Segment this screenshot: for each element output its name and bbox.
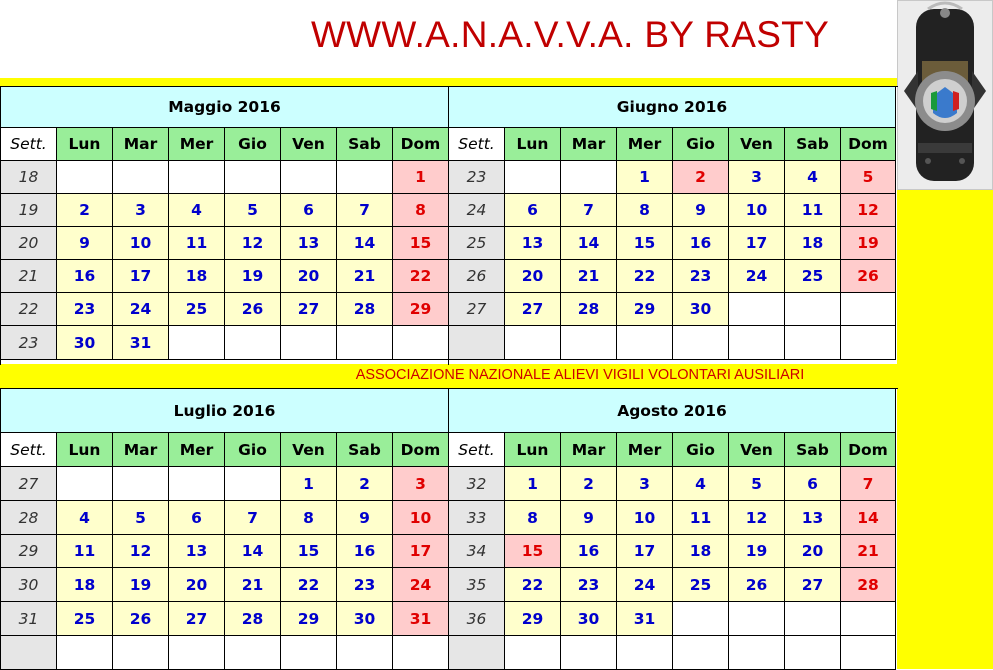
holiday-day-cell: 19	[841, 227, 896, 260]
week-number: 23	[449, 161, 505, 194]
day-cell: 6	[785, 467, 841, 501]
week-number: 19	[1, 194, 57, 227]
holiday-day-cell: 15	[505, 535, 561, 568]
empty-day-cell	[505, 636, 561, 670]
day-cell: 17	[729, 227, 785, 260]
month-header: Maggio 2016	[1, 87, 449, 128]
week-number: 20	[1, 227, 57, 260]
empty-day-cell	[841, 636, 896, 670]
day-cell: 30	[561, 602, 617, 636]
day-cell: 22	[281, 568, 337, 602]
empty-day-cell	[337, 326, 393, 360]
empty-day-cell	[785, 636, 841, 670]
empty-day-cell	[393, 326, 449, 360]
day-cell: 22	[617, 260, 673, 293]
empty-day-cell	[785, 293, 841, 326]
holiday-day-cell: 15	[393, 227, 449, 260]
empty-day-cell	[729, 293, 785, 326]
holiday-day-cell: 10	[393, 501, 449, 535]
empty-day-cell	[57, 636, 113, 670]
month-header: Luglio 2016	[1, 389, 449, 433]
empty-day-cell	[617, 636, 673, 670]
empty-day-cell	[729, 602, 785, 636]
day-header-mar: Mar	[561, 128, 617, 161]
day-cell: 27	[169, 602, 225, 636]
holiday-day-cell: 1	[393, 161, 449, 194]
empty-day-cell	[785, 602, 841, 636]
day-cell: 3	[617, 467, 673, 501]
day-cell: 26	[729, 568, 785, 602]
day-cell: 28	[561, 293, 617, 326]
day-cell: 24	[113, 293, 169, 326]
week-number: 30	[1, 568, 57, 602]
day-cell: 14	[337, 227, 393, 260]
day-cell: 31	[617, 602, 673, 636]
day-cell: 16	[561, 535, 617, 568]
day-cell: 28	[337, 293, 393, 326]
day-cell: 13	[785, 501, 841, 535]
holiday-day-cell: 31	[393, 602, 449, 636]
week-number: 21	[1, 260, 57, 293]
week-number: 23	[1, 326, 57, 360]
week-number: 29	[1, 535, 57, 568]
day-cell: 18	[673, 535, 729, 568]
day-cell: 12	[225, 227, 281, 260]
day-cell: 4	[673, 467, 729, 501]
empty-day-cell	[113, 636, 169, 670]
day-cell: 3	[729, 161, 785, 194]
day-cell: 25	[169, 293, 225, 326]
day-cell: 16	[337, 535, 393, 568]
day-cell: 13	[505, 227, 561, 260]
page-title: WWW.A.N.A.V.V.A. BY RASTY	[310, 14, 830, 55]
holiday-day-cell: 17	[393, 535, 449, 568]
holiday-day-cell: 28	[841, 568, 896, 602]
day-cell: 15	[617, 227, 673, 260]
empty-day-cell	[561, 161, 617, 194]
day-cell: 30	[57, 326, 113, 360]
day-cell: 13	[169, 535, 225, 568]
day-cell: 27	[505, 293, 561, 326]
day-header-sab: Sab	[785, 433, 841, 467]
month-header: Giugno 2016	[449, 87, 896, 128]
day-header-gio: Gio	[225, 128, 281, 161]
day-cell: 16	[673, 227, 729, 260]
day-header-ven: Ven	[281, 128, 337, 161]
day-cell: 21	[225, 568, 281, 602]
day-cell: 8	[505, 501, 561, 535]
empty-day-cell	[561, 636, 617, 670]
week-number: 27	[449, 293, 505, 326]
week-number-empty	[1, 636, 57, 670]
day-cell: 27	[785, 568, 841, 602]
day-cell: 29	[617, 293, 673, 326]
day-header-dom: Dom	[841, 128, 896, 161]
day-cell: 14	[225, 535, 281, 568]
day-cell: 16	[57, 260, 113, 293]
week-number: 36	[449, 602, 505, 636]
holiday-day-cell: 14	[841, 501, 896, 535]
empty-day-cell	[57, 161, 113, 194]
day-cell: 24	[729, 260, 785, 293]
day-header-mer: Mer	[617, 433, 673, 467]
empty-day-cell	[225, 467, 281, 501]
day-cell: 30	[673, 293, 729, 326]
emblem-badge-icon	[897, 0, 993, 190]
day-header-lun: Lun	[57, 433, 113, 467]
day-cell: 8	[281, 501, 337, 535]
day-header-mar: Mar	[113, 433, 169, 467]
holiday-day-cell: 5	[841, 161, 896, 194]
holiday-day-cell: 24	[393, 568, 449, 602]
empty-day-cell	[281, 161, 337, 194]
day-cell: 29	[281, 602, 337, 636]
day-cell: 26	[113, 602, 169, 636]
day-cell: 20	[281, 260, 337, 293]
day-header-sab: Sab	[337, 128, 393, 161]
empty-day-cell	[57, 467, 113, 501]
association-name: ASSOCIAZIONE NAZIONALE ALIEVI VIGILI VOLONTARI AUSILIARI	[355, 367, 805, 383]
week-number: 34	[449, 535, 505, 568]
day-cell: 9	[57, 227, 113, 260]
day-cell: 15	[281, 535, 337, 568]
week-number: 26	[449, 260, 505, 293]
week-number: 18	[1, 161, 57, 194]
day-header-lun: Lun	[505, 433, 561, 467]
day-cell: 23	[337, 568, 393, 602]
day-cell: 10	[729, 194, 785, 227]
day-cell: 11	[57, 535, 113, 568]
day-cell: 4	[169, 194, 225, 227]
day-cell: 7	[225, 501, 281, 535]
week-column-header: Sett.	[449, 128, 505, 161]
week-number: 27	[1, 467, 57, 501]
empty-day-cell	[505, 326, 561, 360]
empty-day-cell	[337, 636, 393, 670]
day-cell: 20	[505, 260, 561, 293]
day-cell: 29	[505, 602, 561, 636]
day-cell: 3	[113, 194, 169, 227]
day-cell: 6	[281, 194, 337, 227]
day-cell: 12	[113, 535, 169, 568]
day-cell: 1	[281, 467, 337, 501]
day-cell: 2	[337, 467, 393, 501]
day-header-sab: Sab	[337, 433, 393, 467]
calendar-luglio	[0, 388, 451, 670]
empty-day-cell	[673, 636, 729, 670]
week-number: 35	[449, 568, 505, 602]
day-cell: 8	[617, 194, 673, 227]
holiday-day-cell: 8	[393, 194, 449, 227]
day-cell: 22	[505, 568, 561, 602]
day-cell: 21	[337, 260, 393, 293]
day-header-ven: Ven	[729, 433, 785, 467]
day-header-sab: Sab	[785, 128, 841, 161]
day-cell: 26	[225, 293, 281, 326]
day-cell: 27	[281, 293, 337, 326]
day-cell: 20	[785, 535, 841, 568]
empty-day-cell	[225, 326, 281, 360]
day-cell: 18	[785, 227, 841, 260]
empty-day-cell	[169, 636, 225, 670]
day-header-gio: Gio	[225, 433, 281, 467]
empty-day-cell	[505, 161, 561, 194]
calendar-giugno	[448, 86, 898, 365]
day-header-ven: Ven	[281, 433, 337, 467]
day-cell: 2	[561, 467, 617, 501]
week-number: 33	[449, 501, 505, 535]
empty-day-cell	[113, 467, 169, 501]
day-cell: 19	[729, 535, 785, 568]
day-cell: 23	[673, 260, 729, 293]
empty-day-cell	[281, 326, 337, 360]
day-cell: 1	[617, 161, 673, 194]
day-header-ven: Ven	[729, 128, 785, 161]
day-cell: 4	[785, 161, 841, 194]
week-number-empty	[449, 326, 505, 360]
week-number: 31	[1, 602, 57, 636]
empty-day-cell	[841, 326, 896, 360]
day-header-mar: Mar	[561, 433, 617, 467]
day-cell: 11	[785, 194, 841, 227]
day-cell: 6	[505, 194, 561, 227]
day-header-mar: Mar	[113, 128, 169, 161]
empty-day-cell	[337, 161, 393, 194]
empty-day-cell	[169, 161, 225, 194]
week-column-header: Sett.	[449, 433, 505, 467]
day-header-gio: Gio	[673, 433, 729, 467]
day-header-mer: Mer	[169, 128, 225, 161]
empty-day-cell	[841, 602, 896, 636]
day-cell: 11	[169, 227, 225, 260]
week-number: 24	[449, 194, 505, 227]
empty-day-cell	[169, 326, 225, 360]
holiday-day-cell: 3	[393, 467, 449, 501]
empty-day-cell	[169, 467, 225, 501]
day-cell: 25	[57, 602, 113, 636]
empty-day-cell	[729, 636, 785, 670]
day-cell: 4	[57, 501, 113, 535]
month-header: Agosto 2016	[449, 389, 896, 433]
day-cell: 17	[617, 535, 673, 568]
day-cell: 20	[169, 568, 225, 602]
week-column-header: Sett.	[1, 128, 57, 161]
week-number: 28	[1, 501, 57, 535]
day-cell: 2	[57, 194, 113, 227]
holiday-day-cell: 26	[841, 260, 896, 293]
day-header-dom: Dom	[841, 433, 896, 467]
holiday-day-cell: 21	[841, 535, 896, 568]
holiday-day-cell: 7	[841, 467, 896, 501]
holiday-day-cell: 29	[393, 293, 449, 326]
empty-day-cell	[561, 326, 617, 360]
week-column-header: Sett.	[1, 433, 57, 467]
holiday-day-cell: 22	[393, 260, 449, 293]
day-cell: 21	[561, 260, 617, 293]
day-cell: 1	[505, 467, 561, 501]
day-cell: 9	[673, 194, 729, 227]
day-cell: 19	[225, 260, 281, 293]
day-cell: 11	[673, 501, 729, 535]
week-number: 25	[449, 227, 505, 260]
day-cell: 25	[673, 568, 729, 602]
day-cell: 19	[113, 568, 169, 602]
day-cell: 31	[113, 326, 169, 360]
calendar-maggio	[0, 86, 451, 365]
empty-day-cell	[393, 636, 449, 670]
empty-day-cell	[617, 326, 673, 360]
yellow-strip	[0, 78, 993, 86]
empty-day-cell	[225, 161, 281, 194]
day-cell: 7	[337, 194, 393, 227]
day-header-mer: Mer	[617, 128, 673, 161]
day-cell: 23	[561, 568, 617, 602]
empty-day-cell	[841, 293, 896, 326]
day-cell: 6	[169, 501, 225, 535]
day-cell: 12	[729, 501, 785, 535]
day-cell: 24	[617, 568, 673, 602]
day-cell: 28	[225, 602, 281, 636]
holiday-day-cell: 2	[673, 161, 729, 194]
day-cell: 30	[337, 602, 393, 636]
day-cell: 5	[225, 194, 281, 227]
empty-day-cell	[225, 636, 281, 670]
day-header-mer: Mer	[169, 433, 225, 467]
day-cell: 5	[729, 467, 785, 501]
week-number: 22	[1, 293, 57, 326]
day-cell: 10	[617, 501, 673, 535]
day-header-lun: Lun	[57, 128, 113, 161]
day-cell: 9	[337, 501, 393, 535]
day-cell: 5	[113, 501, 169, 535]
empty-day-cell	[729, 326, 785, 360]
empty-day-cell	[281, 636, 337, 670]
yellow-side-panel	[897, 190, 993, 669]
day-header-dom: Dom	[393, 128, 449, 161]
empty-day-cell	[113, 161, 169, 194]
week-number: 32	[449, 467, 505, 501]
day-cell: 18	[57, 568, 113, 602]
empty-day-cell	[785, 326, 841, 360]
day-header-gio: Gio	[673, 128, 729, 161]
day-cell: 9	[561, 501, 617, 535]
day-header-dom: Dom	[393, 433, 449, 467]
day-cell: 17	[113, 260, 169, 293]
calendar-agosto	[448, 388, 898, 670]
day-cell: 13	[281, 227, 337, 260]
day-cell: 10	[113, 227, 169, 260]
week-number-empty	[449, 636, 505, 670]
day-cell: 25	[785, 260, 841, 293]
day-header-lun: Lun	[505, 128, 561, 161]
day-cell: 7	[561, 194, 617, 227]
empty-day-cell	[673, 326, 729, 360]
day-cell: 14	[561, 227, 617, 260]
empty-day-cell	[673, 602, 729, 636]
day-cell: 23	[57, 293, 113, 326]
day-cell: 18	[169, 260, 225, 293]
holiday-day-cell: 12	[841, 194, 896, 227]
